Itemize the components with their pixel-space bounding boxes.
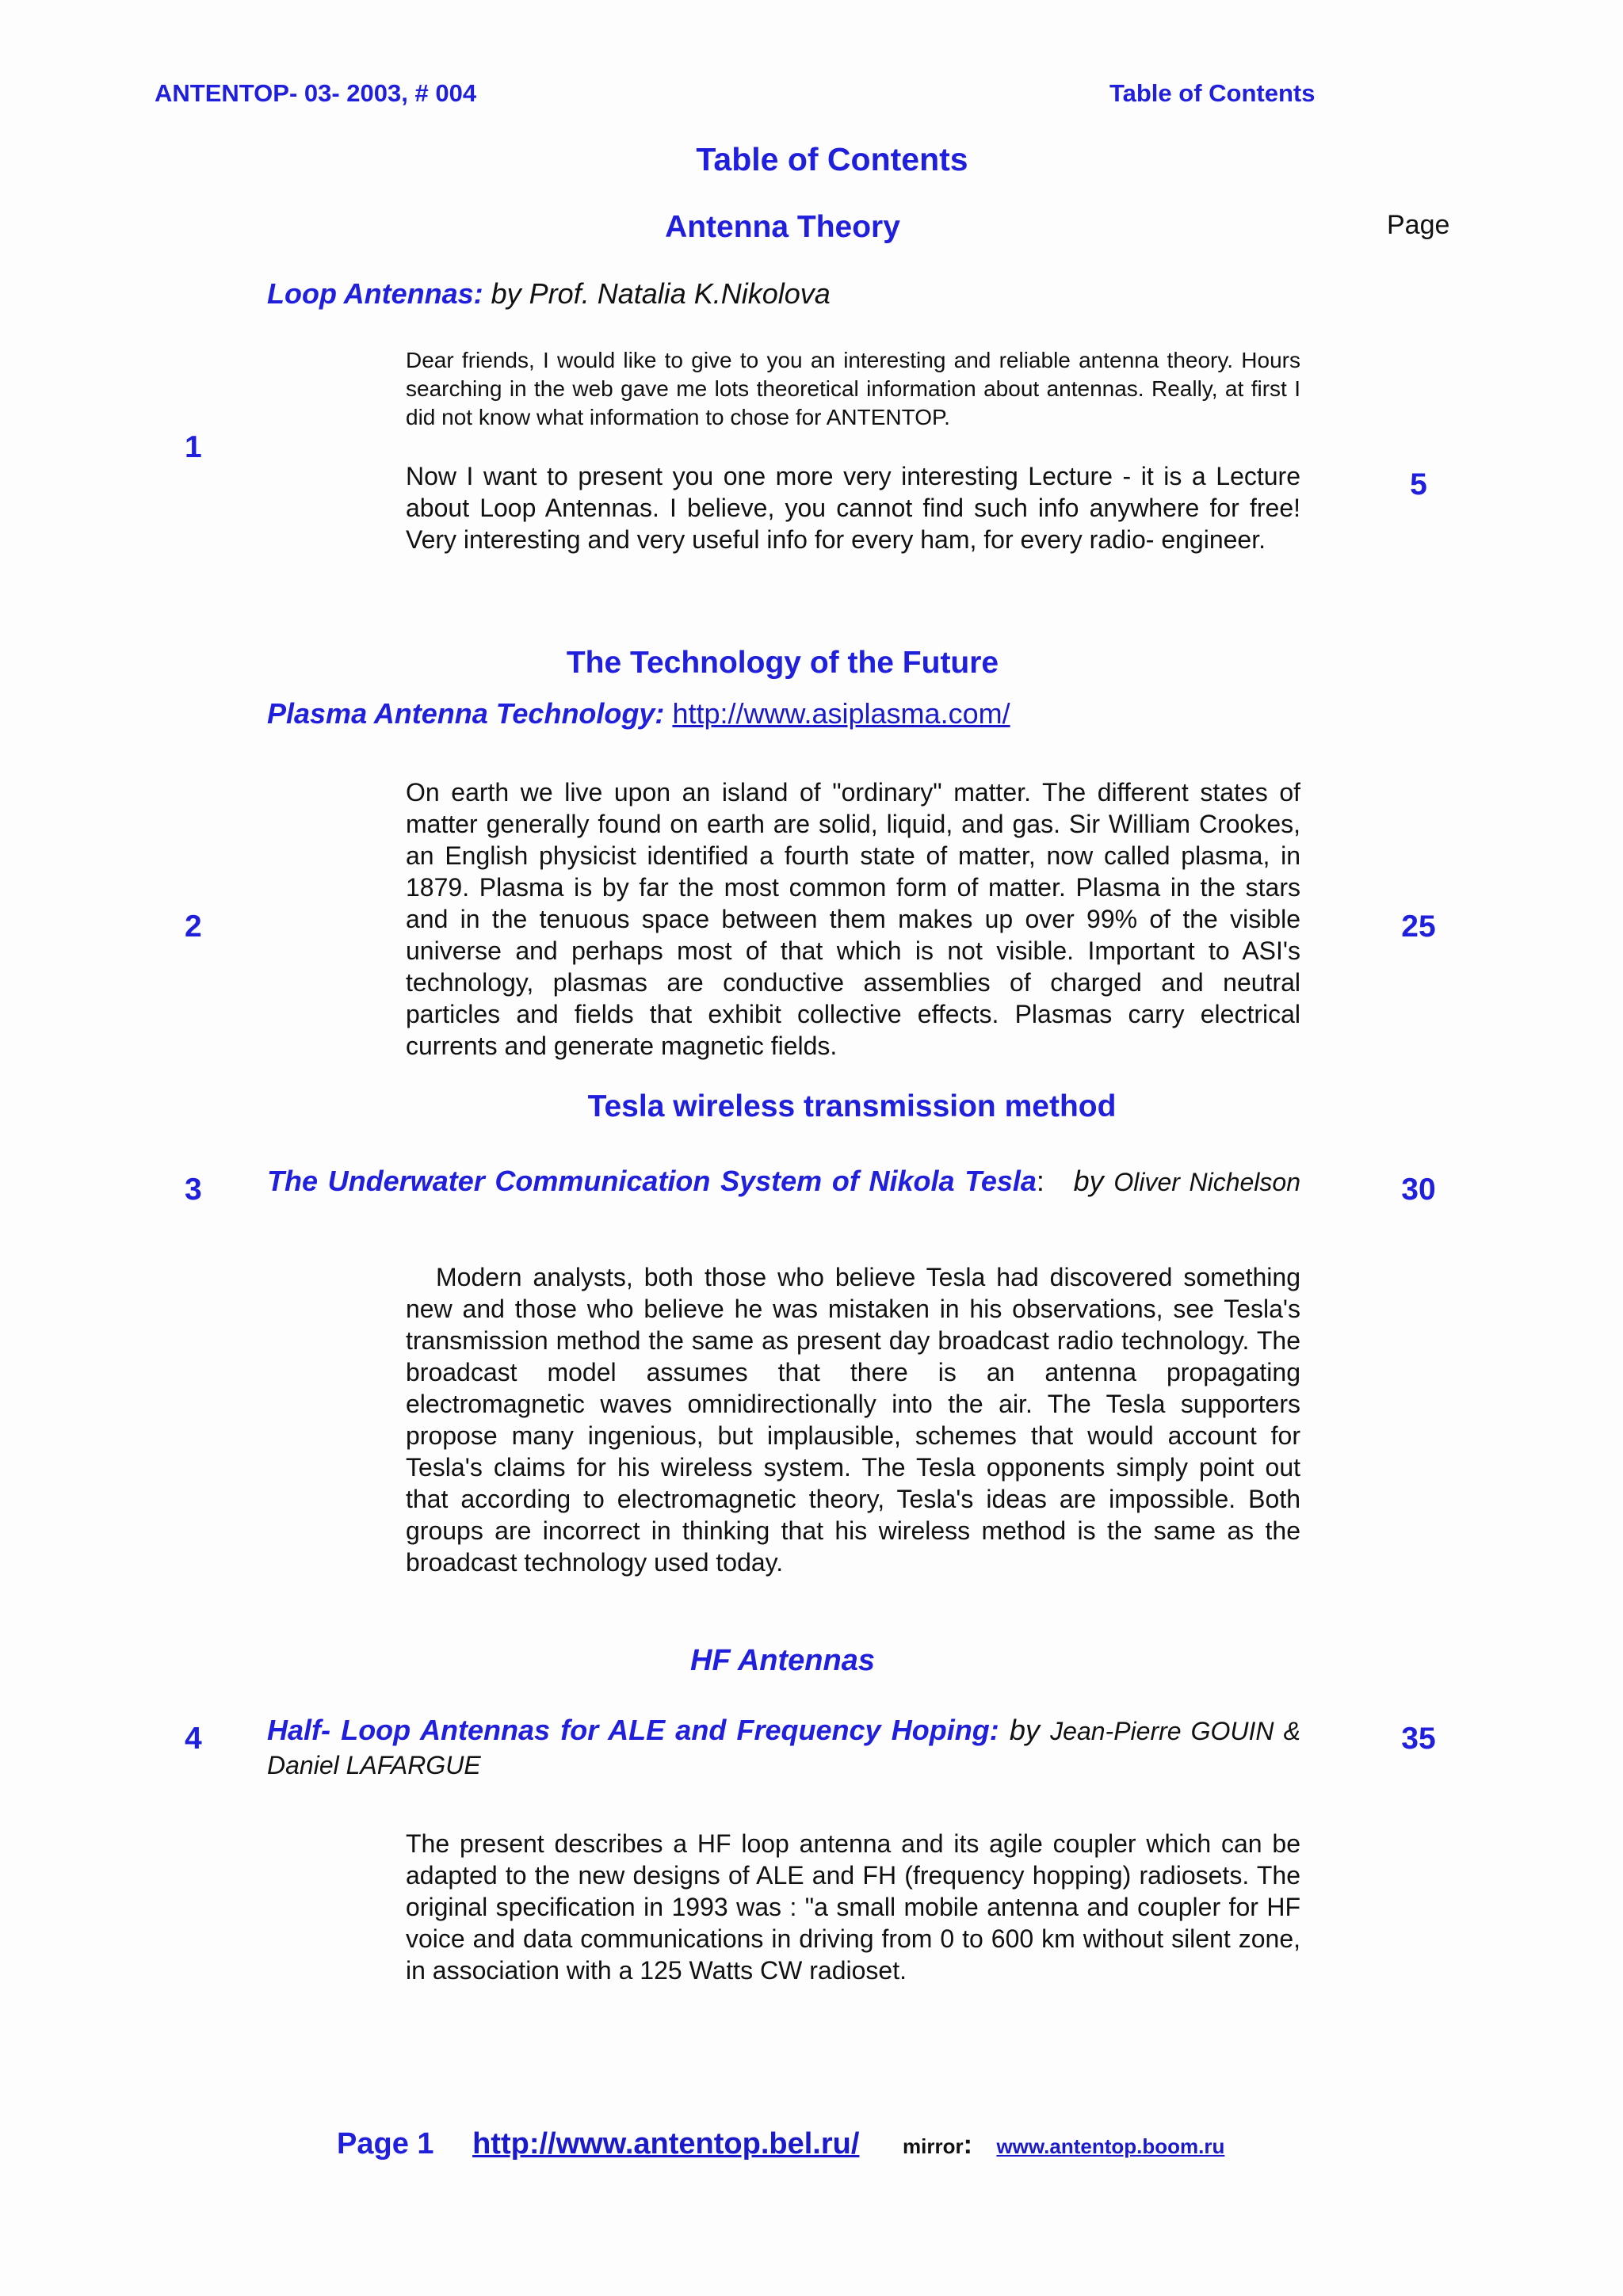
section-heading: The Technology of the Future (566, 646, 999, 680)
header-section: Table of Contents (1109, 79, 1316, 107)
footer-page-number: Page 1 (337, 2127, 434, 2161)
footer-mirror-colon: : (963, 2130, 972, 2160)
article-title[interactable] (267, 697, 1300, 730)
header-issue: ANTENTOP- 03- 2003, # 004 (155, 79, 477, 107)
section-heading: HF Antennas (690, 1644, 875, 1677)
article-summary (406, 776, 1300, 1062)
article-author: by Prof. Natalia K.Nikolova (483, 277, 831, 310)
footer-mirror-link[interactable]: www.antentop.boom.ru (996, 2134, 1225, 2158)
title-by: by (1009, 1714, 1040, 1746)
article-title-main[interactable]: The Underwater Communication System of Nikola Tesla (267, 1165, 1037, 1197)
article-number: 2 (185, 910, 202, 944)
summary-paragraph: Modern analysts, both those who believe Tesla had discovered something new and those who believe he was mistaken in his observations, see Tesla's transmission method the same as present day broadcast radio technology. The broadcast model assumes that there is an antenna propagating electromagnetic waves omnidirectionally into the air. The Tesla supporters propose many ingenious, but implausible, schemes that would account for Tesla's claims for his wireless system. The Tesla opponents simply point out that according to electromagnetic theory, Tesla's ideas are impossible. Both groups are incorrect in thinking that his wireless method is the same as the broadcast technology used today. (406, 1263, 1300, 1577)
article-author: Jean-Pierre GOUIN & Daniel LAFARGUE (267, 1717, 1300, 1779)
page-title: Table of Contents (696, 141, 968, 177)
article-summary (406, 460, 1300, 555)
article-link[interactable]: http://www.asiplasma.com/ (672, 697, 1010, 730)
article-title[interactable] (267, 277, 1300, 311)
article-title-main[interactable]: Loop Antennas: (267, 277, 483, 310)
summary-paragraph: Now I want to present you one more very interesting Lecture - it is a Lecture about Loop Antennas. I believe, you cannot find such info anywhere for free! Very interesting and very useful info for every ham, for every radio- engineer. (406, 462, 1300, 554)
summary-paragraph: On earth we live upon an island of "ordinary" matter. The different states of matter generally found on earth are solid, liquid, and gas. Sir William Crookes, an English physicist identified a fourth state of matter, now called plasma, in 1879. Plasma is by far the most common form of matter. Plasma in the stars and in the tenuous space between them makes up over 99% of the visible universe and perhaps most of that which is not visible. Important to ASI's technology, plasmas are conductive assemblies of charged and neutral particles and fields that exhibit collective effects. Plasmas carry electrical currents and generate magnetic fields. (406, 778, 1300, 1060)
article-page-number: 25 (1401, 910, 1436, 944)
page-column-label: Page (1387, 210, 1450, 240)
article-page-number: 30 (1401, 1173, 1436, 1207)
article-title[interactable] (267, 1714, 1300, 1782)
article-number: 4 (185, 1722, 202, 1756)
article-summary (406, 1261, 1300, 1578)
article-title[interactable] (267, 1165, 1300, 1199)
article-page-number: 35 (1401, 1722, 1436, 1756)
footer (337, 2127, 1224, 2161)
article-number: 3 (185, 1173, 202, 1207)
article-number: 1 (185, 430, 202, 464)
footer-mirror-label: mirror (902, 2134, 964, 2158)
title-by: by (1073, 1165, 1104, 1197)
article-summary (406, 1828, 1300, 1986)
section-heading: Tesla wireless transmission method (587, 1089, 1117, 1123)
article-page-number: 5 (1410, 467, 1427, 502)
summary-paragraph: The present describes a HF loop antenna and its agile coupler which can be adapted to the new designs of ALE and FH (frequency hopping) radiosets. The original specification in 1993 was : "a small mobile antenna and coupler for HF voice and data communications in driving from 0 to 600 km without silent zone, in association with a 125 Watts CW radioset. (406, 1829, 1300, 1985)
title-colon: : (1036, 1165, 1044, 1197)
summary-paragraph: Dear friends, I would like to give to you an interesting and reliable antenna theory. Hours searching in the web gave me lots theoretical information about antennas. Really, at first I did not know what information to chose for ANTENTOP. (406, 348, 1300, 429)
footer-site-link[interactable]: http://www.antentop.bel.ru/ (472, 2127, 860, 2161)
article-author: Oliver Nichelson (1113, 1168, 1300, 1196)
article-title-main[interactable]: Plasma Antenna Technology: (267, 697, 665, 730)
article-summary (406, 346, 1300, 432)
article-title-main[interactable]: Half- Loop Antennas for ALE and Frequency Hoping: (267, 1714, 999, 1746)
section-heading: Antenna Theory (665, 210, 900, 244)
